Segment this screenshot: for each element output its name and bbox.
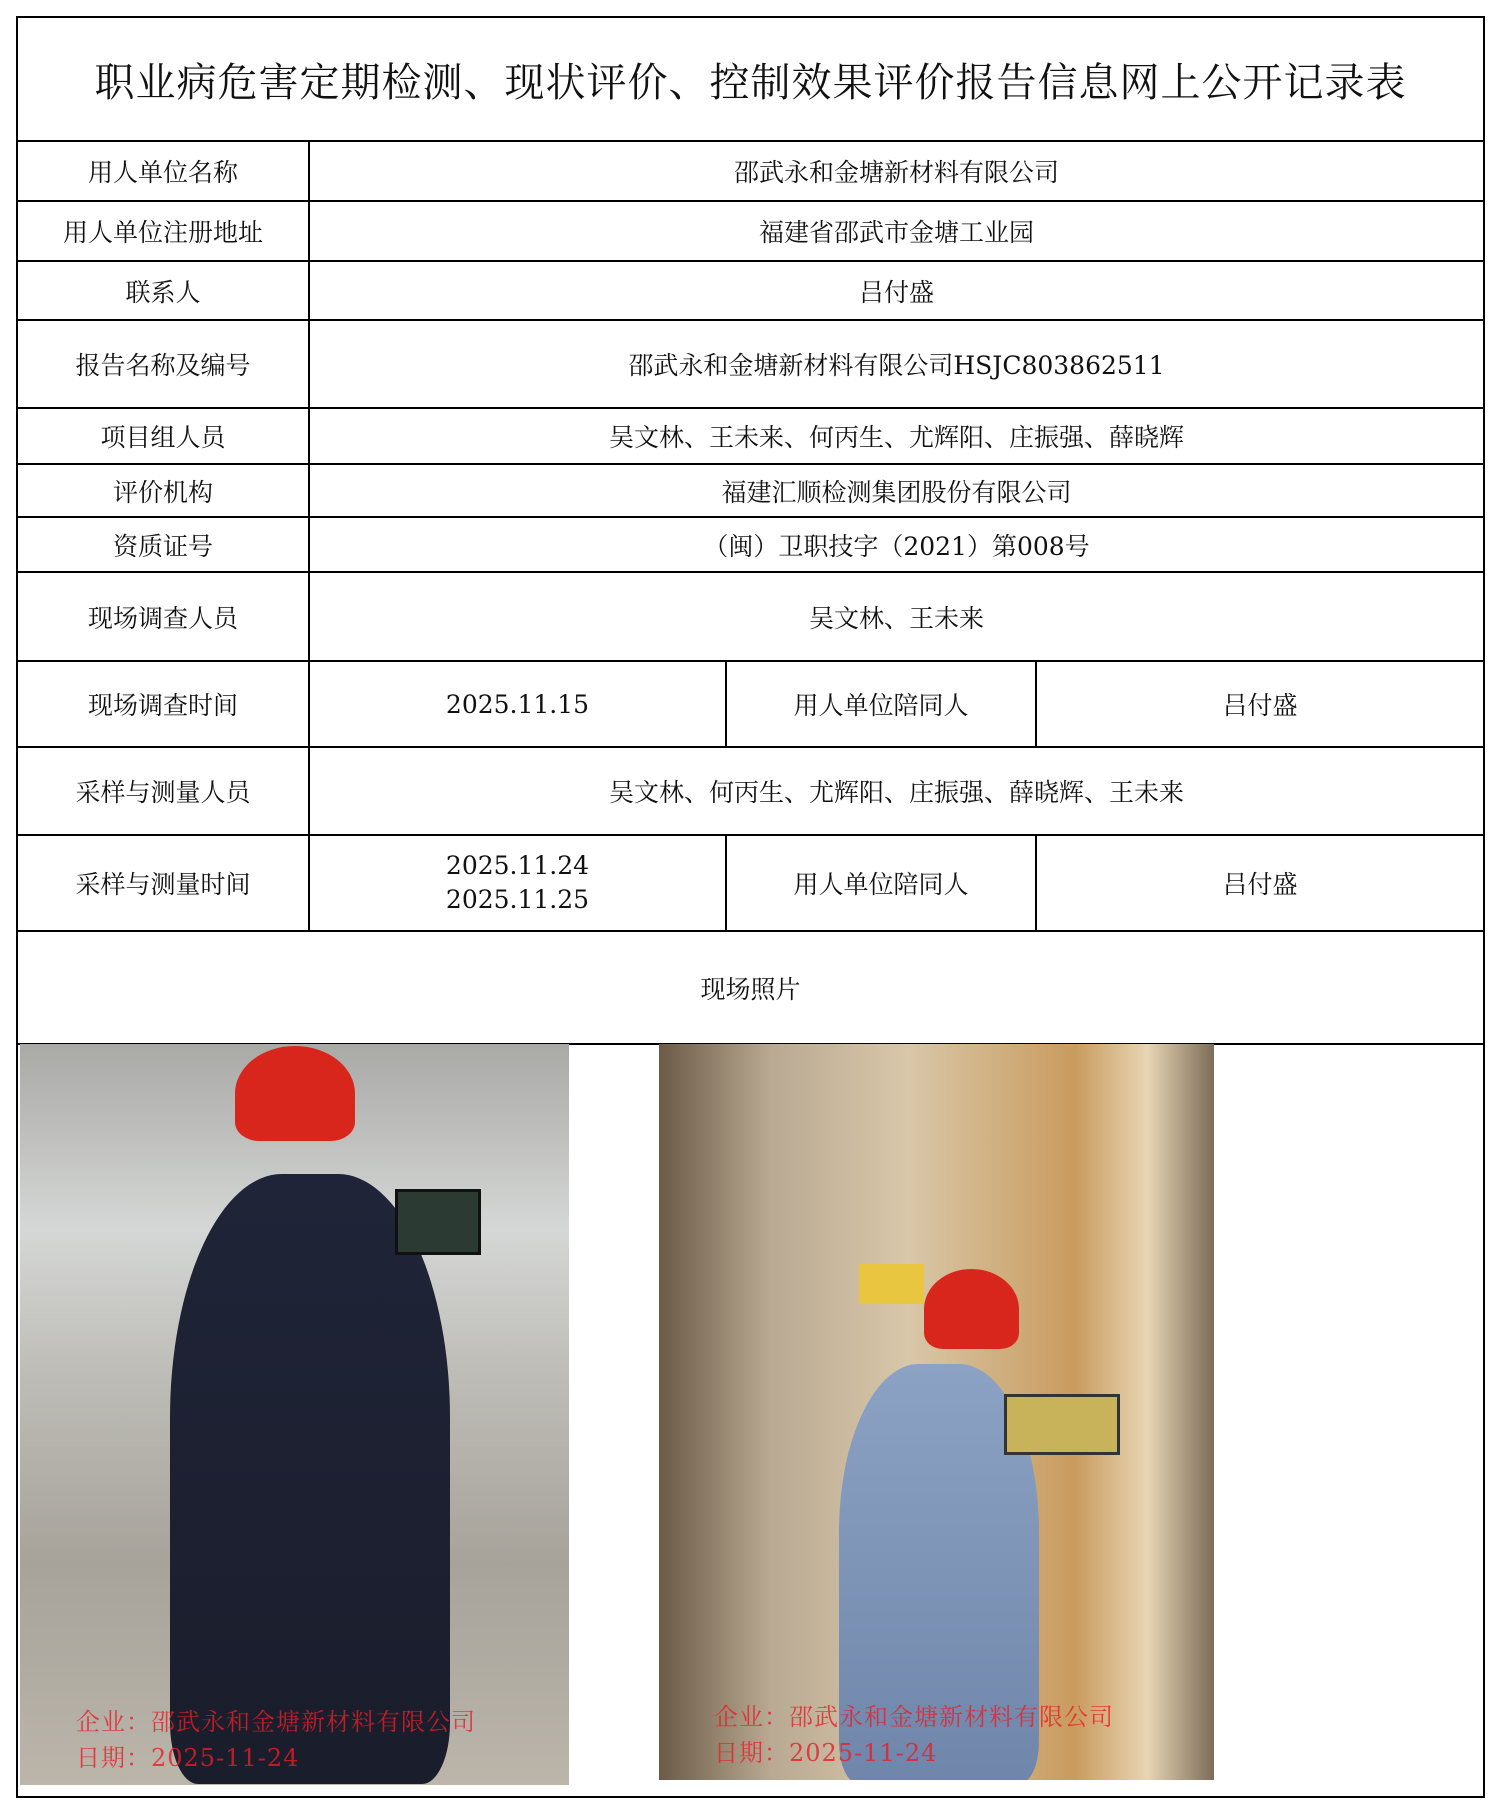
value-employer-address: 福建省邵武市金塘工业园 — [309, 201, 1483, 261]
table-row — [18, 931, 1483, 1044]
label-report: 报告名称及编号 — [18, 320, 309, 408]
table-row — [18, 201, 1483, 261]
label-survey-staff: 现场调查人员 — [18, 572, 309, 661]
equipment-label-sign — [859, 1264, 924, 1304]
value-employer-name: 邵武永和金塘新材料有限公司 — [309, 141, 1483, 201]
table-row — [18, 261, 1483, 320]
table-row — [18, 464, 1483, 517]
label-agency: 评价机构 — [18, 464, 309, 517]
value-survey-companion: 吕付盛 — [1036, 661, 1483, 747]
info-table — [18, 140, 1483, 1045]
instrument-icon — [395, 1189, 481, 1255]
table-row — [18, 747, 1483, 835]
watermark-company: 企业：邵武永和金塘新材料有限公司 — [76, 1708, 476, 1736]
table-row — [18, 661, 1483, 747]
record-form — [16, 16, 1485, 1798]
value-survey-time: 2025.11.15 — [309, 661, 726, 747]
site-photo-1 — [20, 1044, 569, 1785]
value-team: 吴文林、王未来、何丙生、尤辉阳、庄振强、薛晓辉 — [309, 408, 1483, 464]
table-row — [18, 835, 1483, 931]
label-survey-time: 现场调查时间 — [18, 661, 309, 747]
helmet-icon — [924, 1269, 1019, 1349]
label-team: 项目组人员 — [18, 408, 309, 464]
value-sampling-companion: 吕付盛 — [1036, 835, 1483, 931]
watermark-date: 日期：2025-11-24 — [76, 1744, 300, 1772]
worker-figure — [170, 1174, 450, 1784]
value-cert: （闽）卫职技字（2021）第008号 — [309, 517, 1483, 572]
watermark-company: 企业：邵武永和金塘新材料有限公司 — [714, 1703, 1114, 1731]
label-cert: 资质证号 — [18, 517, 309, 572]
value-report: 邵武永和金塘新材料有限公司HSJC803862511 — [309, 320, 1483, 408]
value-sampling-staff: 吴文林、何丙生、尤辉阳、庄振强、薛晓辉、王未来 — [309, 747, 1483, 835]
table-row — [18, 320, 1483, 408]
label-sampling-time: 采样与测量时间 — [18, 835, 309, 931]
label-sampling-companion: 用人单位陪同人 — [726, 835, 1036, 931]
helmet-icon — [235, 1046, 355, 1141]
label-contact: 联系人 — [18, 261, 309, 320]
table-row — [18, 572, 1483, 661]
label-employer-name: 用人单位名称 — [18, 141, 309, 201]
instrument-icon — [1004, 1394, 1120, 1455]
value-survey-staff: 吴文林、王未来 — [309, 572, 1483, 661]
site-photo-2 — [659, 1044, 1214, 1780]
table-row — [18, 408, 1483, 464]
watermark-date: 日期：2025-11-24 — [714, 1739, 938, 1767]
value-agency: 福建汇顺检测集团股份有限公司 — [309, 464, 1483, 517]
sampling-date-2: 2025.11.25 — [445, 885, 590, 914]
page-title: 职业病危害定期检测、现状评价、控制效果评价报告信息网上公开记录表 — [18, 18, 1483, 142]
value-sampling-time — [309, 835, 726, 931]
photos-header: 现场照片 — [18, 931, 1483, 1044]
table-row — [18, 141, 1483, 201]
value-contact: 吕付盛 — [309, 261, 1483, 320]
label-employer-address: 用人单位注册地址 — [18, 201, 309, 261]
sampling-date-1: 2025.11.24 — [445, 851, 590, 880]
label-survey-companion: 用人单位陪同人 — [726, 661, 1036, 747]
label-sampling-staff: 采样与测量人员 — [18, 747, 309, 835]
table-row — [18, 517, 1483, 572]
